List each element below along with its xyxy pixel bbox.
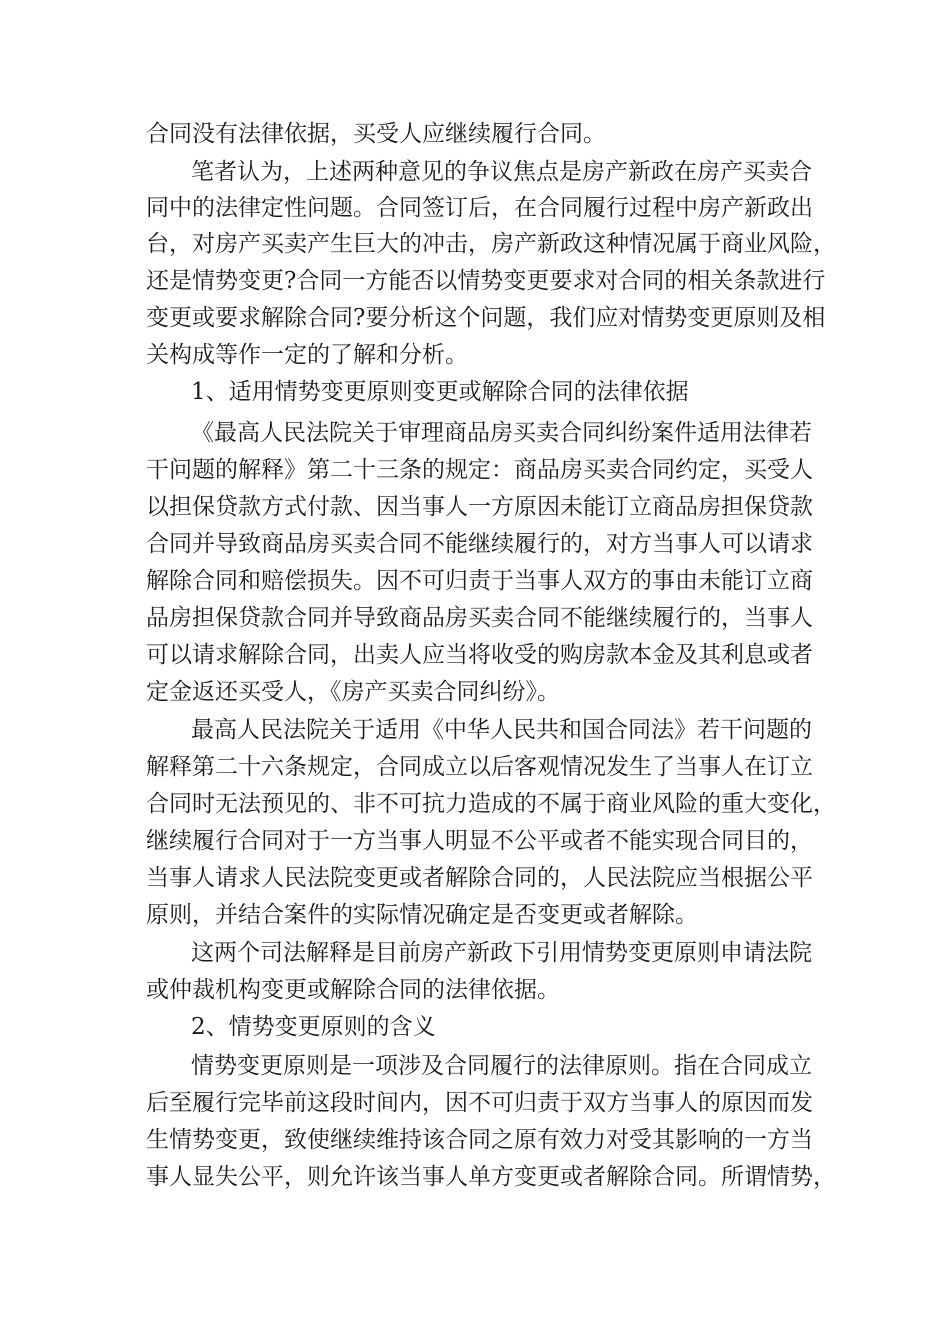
text-line: 合同并导致商品房买卖合同不能继续履行的，对方当事人可以请求 bbox=[146, 531, 813, 557]
text-line: 这两个司法解释是目前房产新政下引用情势变更原则申请法院 bbox=[191, 940, 812, 966]
text-line: 《最高人民法院关于审理商品房买卖合同纠纷案件适用法律若 bbox=[191, 420, 812, 446]
text-line: 干问题的解释》第二十三条的规定：商品房买卖合同约定，买受人 bbox=[146, 457, 813, 483]
text-line: 合同时无法预见的、非不可抗力造成的不属于商业风险的重大变化， bbox=[146, 791, 836, 817]
text-line: 生情势变更，致使继续维持该合同之原有效力对受其影响的一方当 bbox=[146, 1127, 813, 1153]
text-line: 可以请求解除合同，出卖人应当将收受的购房款本金及其利息或者 bbox=[146, 642, 813, 668]
section-heading: 2、情势变更原则的含义 bbox=[191, 1014, 436, 1040]
text-line: 继续履行合同对于一方当事人明显不公平或者不能实现合同目的， bbox=[146, 828, 813, 854]
text-line: 以担保贷款方式付款、因当事人一方原因未能订立商品房担保贷款 bbox=[146, 494, 813, 520]
text-line: 关构成等作一定的了解和分析。 bbox=[146, 342, 468, 368]
text-line: 变更或要求解除合同?要分析这个问题，我们应对情势变更原则及相 bbox=[146, 305, 826, 331]
text-line: 事人显失公平，则允许该当事人单方变更或者解除合同。所谓情势， bbox=[146, 1164, 836, 1190]
text-line: 品房担保贷款合同并导致商品房买卖合同不能继续履行的，当事人 bbox=[146, 605, 813, 631]
text-line: 解释第二十六条规定，合同成立以后客观情况发生了当事人在订立 bbox=[146, 754, 813, 780]
text-line: 定金返还买受人，《房产买卖合同纠纷》。 bbox=[146, 679, 560, 705]
text-line: 原则，并结合案件的实际情况确定是否变更或者解除。 bbox=[146, 902, 698, 928]
text-line: 或仲裁机构变更或解除合同的法律依据。 bbox=[146, 977, 560, 1003]
text-line: 当事人请求人民法院变更或者解除合同的，人民法院应当根据公平 bbox=[146, 865, 813, 891]
text-line: 台，对房产买卖产生巨大的冲击，房产新政这种情况属于商业风险， bbox=[146, 231, 836, 257]
text-line: 最高人民法院关于适用《中华人民共和国合同法》若干问题的 bbox=[191, 717, 812, 743]
text-line: 解除合同和赔偿损失。因不可归责于当事人双方的事由未能订立商 bbox=[146, 568, 813, 594]
text-line: 笔者认为，上述两种意见的争议焦点是房产新政在房产买卖合 bbox=[191, 159, 812, 185]
text-line: 还是情势变更?合同一方能否以情势变更要求对合同的相关条款进行 bbox=[146, 268, 826, 294]
text-line: 合同没有法律依据，买受人应继续履行合同。 bbox=[146, 121, 606, 147]
text-line: 后至履行完毕前这段时间内，因不可归责于双方当事人的原因而发 bbox=[146, 1090, 813, 1116]
section-heading: 1、适用情势变更原则变更或解除合同的法律依据 bbox=[191, 379, 689, 405]
text-line: 同中的法律定性问题。合同签订后，在合同履行过程中房产新政出 bbox=[146, 195, 813, 221]
text-line: 情势变更原则是一项涉及合同履行的法律原则。指在合同成立 bbox=[191, 1053, 812, 1079]
